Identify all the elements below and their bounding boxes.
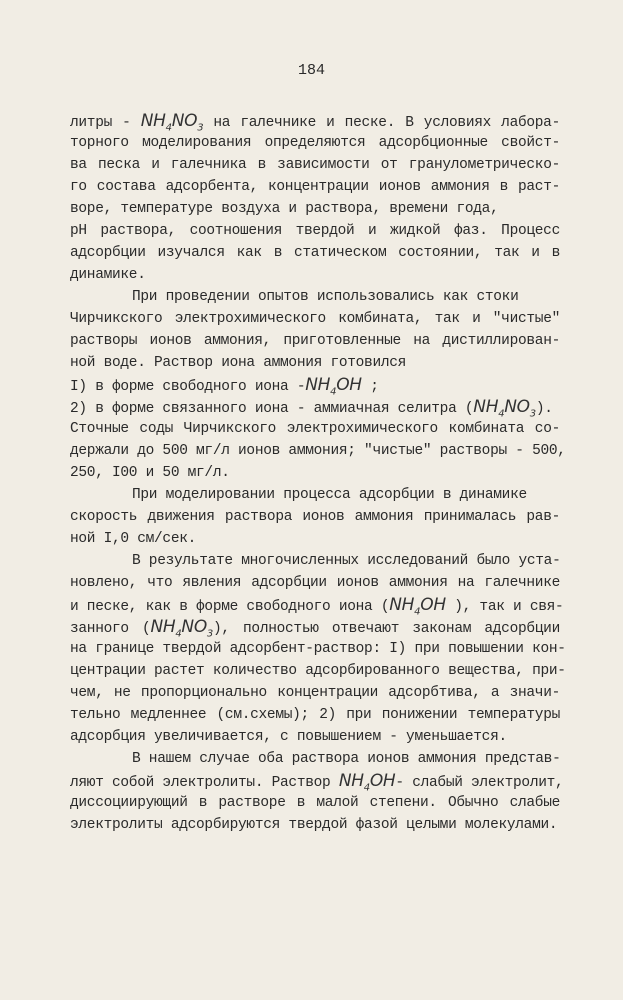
text-line: ной воде. Раствор иона аммония готовился — [70, 355, 407, 371]
formula-nh4oh: $NH_4OH$ — [389, 595, 446, 618]
formula-nh4oh: $NH_4OH$ — [305, 375, 362, 398]
text-line: литры - $NH_4NO_3$ на галечнике и песке. В условиях лабора- — [70, 111, 560, 134]
text-line: го состава адсорбента, концентрации ионов аммония в раст- — [70, 179, 560, 195]
text-line: При моделировании процесса адсорбции в динамике — [132, 487, 527, 503]
text-line: Сточные соды Чирчикского электрохимического комбината со- — [70, 421, 560, 437]
text-line: занного $(NH_4NO_3)$, полностью отвечают законам адсорбции — [70, 617, 560, 640]
text-line: ва песка и галечника в зависимости от гранулометрическо- — [70, 157, 560, 173]
text-line: чем, не пропорционально концентрации адсорбтива, а значи- — [70, 685, 560, 701]
formula-nh4oh: $NH_4OH$ — [338, 771, 396, 794]
text-line: В нашем случае оба раствора ионов аммония представ- — [132, 751, 561, 767]
text-line: При проведении опытов использовались как стоки — [132, 289, 519, 305]
text-line: тельно медленнее (см.схемы); 2) при понижении температуры — [70, 707, 560, 723]
text-line: диссоциирующий в растворе в малой степени. Обычно слабые — [70, 795, 560, 811]
formula-nh4no3: $NH_4NO_3$ — [473, 397, 536, 420]
text-line: центрации растет количество адсорбированного вещества, при- — [70, 663, 566, 679]
text-line: новлено, что явления адсорбции ионов аммония на галечнике — [70, 575, 560, 591]
formula-nh4no3: $NH_4NO_3$ — [150, 617, 213, 640]
text-line: адсорбции изучался как в статическом состоянии, так и в — [70, 245, 560, 261]
text-line: ляют собой электролиты. Раствор $NH_4OH-$ слабый электролит, — [70, 771, 564, 794]
text-line: Чирчикского электрохимического комбината, так и "чистые" — [70, 311, 560, 327]
text-line: на границе твердой адсорбент-раствор: I) при повышении кон- — [70, 641, 566, 657]
formula-nh4no3: $NH_4NO_3$ — [140, 111, 204, 134]
text-line: В результате многочисленных исследований было уста- — [132, 553, 561, 569]
text-line: и песке, как в форме свободного иона ($NH_4OH$ ), так и свя- — [70, 595, 564, 618]
body-text — [70, 110, 566, 836]
text-line: 2) в форме связанного иона - аммиачная селитра $(NH_4NO_3)$. — [70, 397, 553, 420]
text-line: скорость движения раствора ионов аммония принималась рав- — [70, 509, 560, 525]
text-line: воре, температуре воздуха и раствора, времени года, — [70, 201, 499, 217]
text-line: адсорбция увеличивается, с повышением - уменьшается. — [70, 729, 507, 745]
text-line: растворы ионов аммония, приготовленные на дистиллирован- — [70, 333, 560, 349]
text-line: 250, I00 и 50 мг/л. — [70, 465, 230, 481]
text-line: держали до 500 мг/л ионов аммония; "чистые" растворы - 500, — [70, 443, 566, 459]
text-line: ной I,0 см/сек. — [70, 531, 197, 547]
text-line: I) в форме свободного иона $-NH_4OH$ ; — [70, 375, 379, 398]
text-line: динамике. — [70, 267, 146, 283]
text-line: pH раствора, соотношения твердой и жидкой фаз. Процесс — [70, 223, 560, 239]
text-line: торного моделирования определяются адсорбционные свойст- — [70, 135, 560, 151]
page-number: 184 — [297, 62, 325, 79]
text-line: электролиты адсорбируются твердой фазой целыми молекулами. — [70, 817, 558, 833]
